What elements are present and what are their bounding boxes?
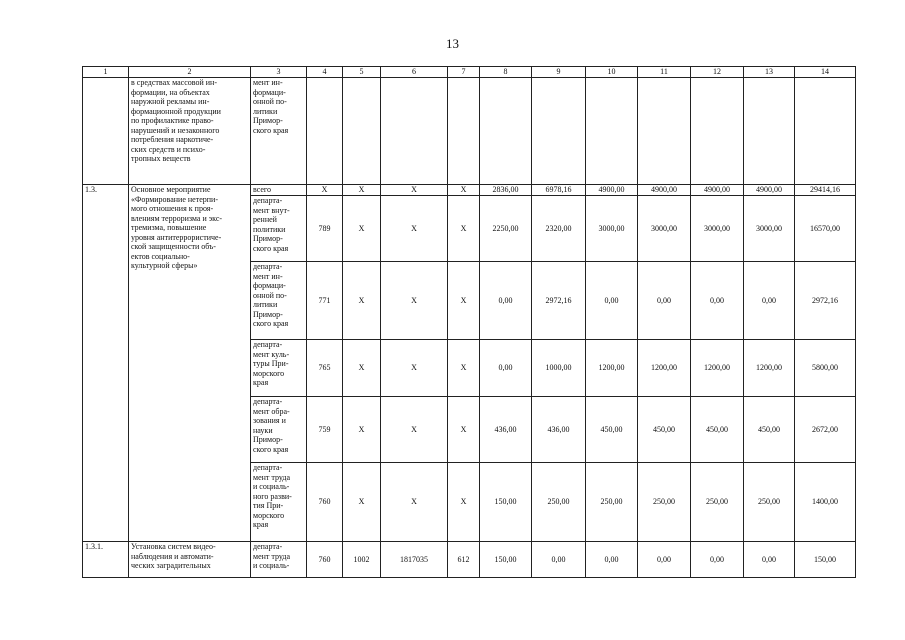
table-cell: 150,00: [480, 463, 532, 542]
table-cell: X: [343, 463, 381, 542]
table-cell: 2972,16: [795, 262, 856, 340]
table-cell: X: [343, 262, 381, 340]
table-cell: 16570,00: [795, 196, 856, 262]
table-cell: 1817035: [381, 542, 448, 578]
measure-description-cell: Установка систем видео- наблюдения и автомати- ческих заградительных: [129, 542, 251, 578]
table-cell: 771: [307, 262, 343, 340]
table-cell: [586, 78, 638, 185]
table-cell: X: [448, 397, 480, 463]
table-cell: X: [381, 196, 448, 262]
measure-description-cell: в средствах массовой ин- формации, на объектах наружной рекламы ин- формационной продукции по профилактике право- нарушений и незаконного потребления наркотиче- ских средств и психо- тропных веществ: [129, 78, 251, 185]
table-cell: 436,00: [532, 397, 586, 463]
executor-cell: департа- мент куль- туры При- морского края: [251, 340, 307, 397]
table-cell: X: [448, 185, 480, 196]
table-cell: 0,00: [744, 542, 795, 578]
table-cell: 765: [307, 340, 343, 397]
table-row: [83, 542, 856, 578]
page-number: 13: [446, 36, 459, 51]
table-cell: 0,00: [480, 262, 532, 340]
table-cell: X: [448, 340, 480, 397]
table-cell: X: [448, 463, 480, 542]
table-cell: X: [343, 397, 381, 463]
table-cell: 6978,16: [532, 185, 586, 196]
table-cell: 450,00: [586, 397, 638, 463]
column-header: 8: [480, 67, 532, 78]
table-cell: X: [381, 262, 448, 340]
table-cell: 5800,00: [795, 340, 856, 397]
table-row: [83, 185, 856, 196]
table-cell: 150,00: [795, 542, 856, 578]
executor-cell: всего: [251, 185, 307, 196]
table-cell: 3000,00: [586, 196, 638, 262]
column-header: 6: [381, 67, 448, 78]
table-cell: 3000,00: [691, 196, 744, 262]
table-cell: 450,00: [691, 397, 744, 463]
table-cell: X: [343, 185, 381, 196]
column-number-row: [83, 67, 856, 78]
table-cell: 250,00: [744, 463, 795, 542]
table-cell: X: [381, 463, 448, 542]
table-cell: 3000,00: [638, 196, 691, 262]
table-cell: 0,00: [638, 542, 691, 578]
table-cell: 2250,00: [480, 196, 532, 262]
table-cell: [343, 78, 381, 185]
table-cell: X: [381, 340, 448, 397]
table-cell: 29414,16: [795, 185, 856, 196]
table-cell: 1002: [343, 542, 381, 578]
table-cell: 0,00: [744, 262, 795, 340]
table-cell: 1400,00: [795, 463, 856, 542]
table-cell: 2836,00: [480, 185, 532, 196]
table-cell: 2972,16: [532, 262, 586, 340]
table-cell: X: [381, 397, 448, 463]
item-number-cell: 1.3.1.: [83, 542, 129, 578]
item-number-cell: 1.3.: [83, 185, 129, 542]
table-cell: 1200,00: [638, 340, 691, 397]
table-cell: 1000,00: [532, 340, 586, 397]
table-cell: 789: [307, 196, 343, 262]
table-cell: [532, 78, 586, 185]
executor-cell: мент ин- формаци- онной по- литики Примор- ского края: [251, 78, 307, 185]
table-cell: X: [381, 185, 448, 196]
table-cell: [480, 78, 532, 185]
table-cell: [307, 78, 343, 185]
table-cell: 0,00: [586, 262, 638, 340]
table-cell: 3000,00: [744, 196, 795, 262]
table-cell: 250,00: [638, 463, 691, 542]
table-cell: 760: [307, 463, 343, 542]
column-header: 13: [744, 67, 795, 78]
table-cell: [83, 78, 129, 185]
column-header: 4: [307, 67, 343, 78]
table-cell: 0,00: [638, 262, 691, 340]
table-cell: 0,00: [532, 542, 586, 578]
table-cell: 2320,00: [532, 196, 586, 262]
table-cell: 4900,00: [586, 185, 638, 196]
table-cell: 4900,00: [691, 185, 744, 196]
table-cell: [795, 78, 856, 185]
column-header: 9: [532, 67, 586, 78]
table-cell: X: [448, 196, 480, 262]
measure-description-cell: Основное мероприятие «Формирование нетерпи- мого отношения к проя- влениям терроризма и экс- тремизма, повышение уровня антитеррористиче- ской защищенности объ- ектов социально- культурной сферы»: [129, 185, 251, 542]
table-cell: [638, 78, 691, 185]
table-cell: 0,00: [691, 542, 744, 578]
table-row: [83, 78, 856, 185]
table-cell: 0,00: [480, 340, 532, 397]
table-cell: [448, 78, 480, 185]
table-cell: 150,00: [480, 542, 532, 578]
table-cell: 0,00: [586, 542, 638, 578]
budget-table: [82, 66, 856, 578]
table-cell: 450,00: [744, 397, 795, 463]
table-cell: 250,00: [532, 463, 586, 542]
table-cell: X: [307, 185, 343, 196]
table-cell: 4900,00: [744, 185, 795, 196]
column-header: 11: [638, 67, 691, 78]
column-header: 12: [691, 67, 744, 78]
table-cell: [744, 78, 795, 185]
column-header: 7: [448, 67, 480, 78]
column-header: 1: [83, 67, 129, 78]
executor-cell: департа- мент ин- формаци- онной по- литики Примор- ского края: [251, 262, 307, 340]
column-header: 14: [795, 67, 856, 78]
executor-cell: департа- мент обра- зования и науки Примор- ского края: [251, 397, 307, 463]
table-cell: 1200,00: [586, 340, 638, 397]
table-cell: 2672,00: [795, 397, 856, 463]
column-header: 10: [586, 67, 638, 78]
table-cell: 436,00: [480, 397, 532, 463]
table-cell: 0,00: [691, 262, 744, 340]
table-cell: 250,00: [691, 463, 744, 542]
table-cell: 1200,00: [691, 340, 744, 397]
table-cell: [381, 78, 448, 185]
table-cell: 759: [307, 397, 343, 463]
table-cell: 612: [448, 542, 480, 578]
executor-cell: департа- мент труда и социаль-: [251, 542, 307, 578]
executor-cell: департа- мент труда и социаль- ного разви- тия При- морского края: [251, 463, 307, 542]
table-cell: 760: [307, 542, 343, 578]
table-cell: 250,00: [586, 463, 638, 542]
table-cell: X: [343, 340, 381, 397]
column-header: 2: [129, 67, 251, 78]
table-cell: 4900,00: [638, 185, 691, 196]
column-header: 3: [251, 67, 307, 78]
executor-cell: департа- мент внут- ренней политики Примор- ского края: [251, 196, 307, 262]
table-cell: [691, 78, 744, 185]
table-cell: X: [343, 196, 381, 262]
table-cell: 1200,00: [744, 340, 795, 397]
column-header: 5: [343, 67, 381, 78]
table-cell: X: [448, 262, 480, 340]
table-cell: 450,00: [638, 397, 691, 463]
